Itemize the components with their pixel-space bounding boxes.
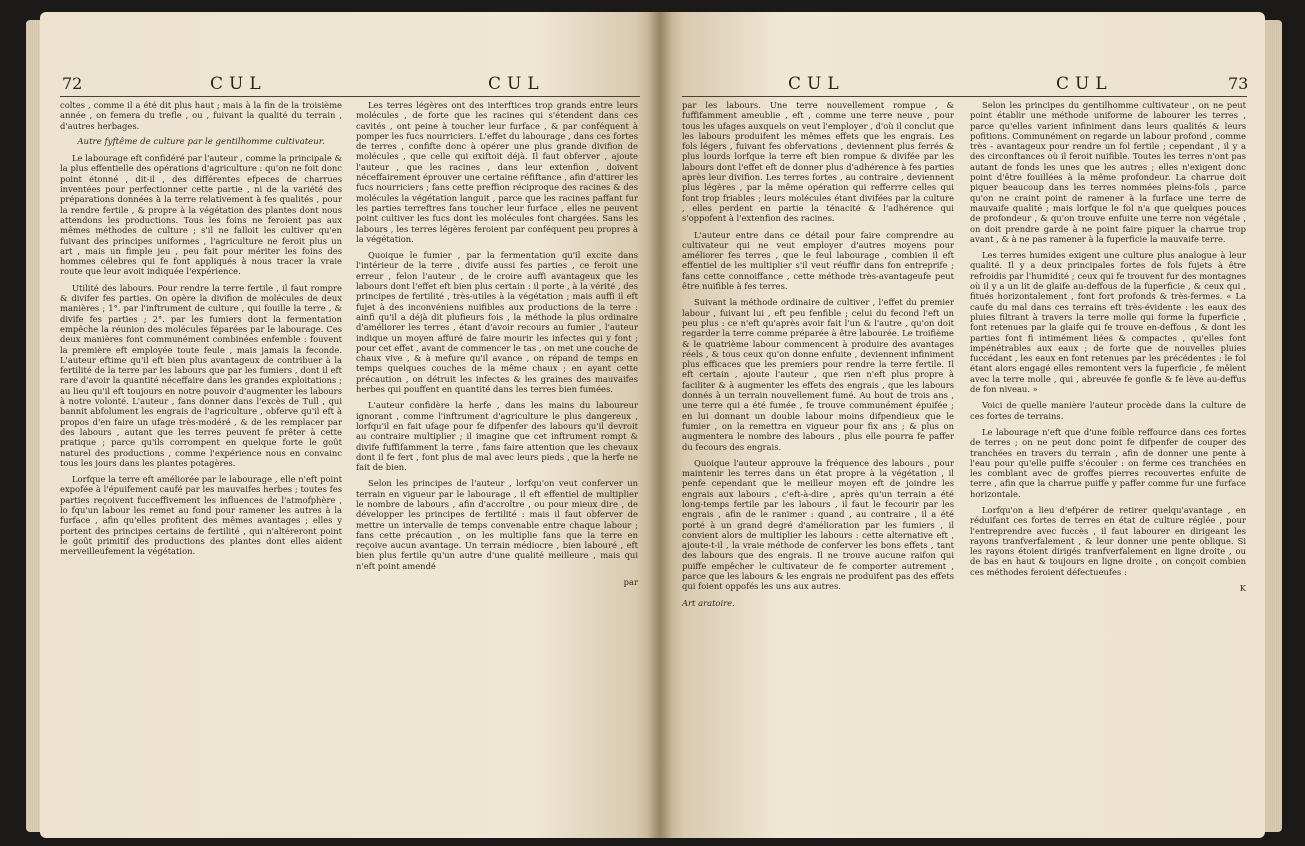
paragraph: Voici de quelle manière l'auteur procède dans la culture de ces fortes de terrains. bbox=[970, 400, 1246, 421]
page-edge-right bbox=[1262, 20, 1282, 832]
paragraph: Selon les principes de l'auteur , lorfqu'on veut conferver un terrain en vigueur par le labourage , il eft effentiel de multiplier le nombre de labours , afin d'accroître , ou pour mieux dire , de développer les principes de fertilité : mais il faut obferver de mettre un intervalle de temps convenable entre chaque labour ; fans cette précaution , on les multiplie fans que la terre en reçoive aucun avantage. Un terrain médiocre , bien labouré , eft bien plus fertile qu'un autre d'une qualité meilleure , mais qui n'eft point amendé bbox=[356, 478, 638, 571]
section-heading: Autre fyftême de culture par le gentilhomme cultivateur. bbox=[77, 136, 325, 147]
right-page bbox=[660, 12, 1265, 838]
paragraph: Quoique le fumier , par la fermentation qu'il excite dans l'intérieur de la terre , divife aussi fes parties , ce feroit une erreur , felon l'auteur , de le croire auffi avantageux que les labours dont l'effet eft bien plus certain : il porte , à la vérité , des principes de fertilité , très-utiles à la végétation ; mais auffi il eft fujet à des inconvéniens nuifibles aux productions de la terre : ainfi qu'il a déjà dit plufieurs fois , la méthode la plus ordinaire d'améliorer les terres , étant d'avoir recours au fumier , l'auteur indique un moyen affuré de faire mourir les infectes qui y font ; pour cet effet , avant de commencer le tas , on met une couche de chaux vive , & à mefure qu'il avance , on répand de temps en temps quelques couches de la même chaux ; en ayant cette précaution , on détruit les infectes & les graines des mauvaifes herbes qui pouffent en quantité dans les terres bien fumées. bbox=[356, 250, 638, 395]
paragraph: Utilité des labours. Pour rendre la terre fertile , il faut rompre & divifer fes parties. On opère la divifion de molécules de deux manières ; 1°. par l'inftrument de culture , qui fouille la terre , & divife fes parties ; 2°. par les fumiers dont la fermentation empêche la réunion des molécules féparées par le labourage. Ces deux manières font communément combinées enfemble : fouvent la première eft employée toute feule , mais jamais la feconde. L'auteur eftime qu'il eft bien plus avantageux de contribuer à la fertilité de la terre par les labours que par les fumiers , dont il eft rare d'avoir la quantité néceffaire dans les grandes exploitations ; au lieu qu'il eft toujours en notre pouvoir d'augmenter les labours à notre volonté. L'auteur , fans donner dans l'excès de Tull , qui bannit abfolument les engrais de l'agriculture , obferve qu'il eft à propos d'en faire un ufage très-modéré , & de les remplacer par des labours , autant que les terres peuvent fe prêter à cette pratique ; parce qu'ils corrompent en quelque forte le goût naturel des productions , comme l'expérience nous en convainc tous les jours dans les plantes potagères. bbox=[60, 282, 342, 468]
paragraph: Le labourage eft confidéré par l'auteur , comme la principale & la plus effentielle des opérations d'agriculture : qu'on ne foit donc point étonné , dit-il , des différentes efpeces de charrues inventées pour perfectionner cette partie , ni de la variété des préparations données à la terre relativement à fes qualités , pour la rendre fertile , & propre à la végétation des plantes dont nous attendons les productions. Tous les foins ne feroient pas aux mêmes méthodes de culture ; s'il ne falloit les cultiver qu'en fuivant des principes uniformes , l'agriculture ne feroit plus un art , mais un fimple jeu , peu fait pour mériter les foins des hommes célebres qui fe font appliqués à nous tracer la vraie route que leur avoit indiquée l'expérience. bbox=[60, 153, 342, 277]
paragraph: Lorfque la terre eft améliorée par le labourage , elle n'eft point expofée à l'épuifement caufé par les mauvaifes herbes ; toutes fes parties reçoivent fucceffivement les influences de l'atmofphère , lo fqu'un labour les remet au fond pour ramener les autres à la furface , afin qu'elles profitent des mêmes avantages ; elles y portent des principes certains de fertilité , qui n'altéreront point le goût primitif des productions des plantes dont elles aident merveilleufement la végétation. bbox=[60, 474, 342, 557]
page-number-left: 72 bbox=[62, 74, 83, 93]
running-head-left-a: CUL bbox=[210, 74, 267, 94]
catchword-left: par bbox=[623, 577, 638, 588]
paragraph: L'auteur confidère la herfe , dans les mains du laboureur ignorant , comme l'inftrument d'agriculture le plus dangereux , lorfqu'il en fait ufage pour fe difpenfer des labours qu'il devroit au contraire multiplier ; il imagine que cet inftrument rompt & divife fuffifamment la terre , fans faire attention que les chevaux dont il fe fert , font plus de mal avec leurs pieds , que la herfe ne fait de bien. bbox=[356, 400, 638, 473]
paragraph: Les terres humides exigent une culture plus analogue à leur qualité. Il y a deux principales fortes de fols fujets à être refroidis par l'humidité ; ceux qui fe trouvent fur des montagnes où il y a un lit de glaife au-deffous de la fuperficie , & ceux qui , fitués horizontalement , font fort profonds & très-fermes. « La caufe du mal dans ces terrains eft très-évidente : les eaux des pluies filtrant à travers la terre molle qui forme la fuperficie , font retenues par la glaife qui fe trouve en-deffous , & dont les parties font fi intimément liées & compactes , qu'elles font impénétrables aux eaux ; de forte que de nouvelles pluies fuccédant , les eaux en font retenues par les précédentes : le fol étant alors engagé elles remontent vers la fuperficie , fe mêlent avec la terre molle , qui , abreuvée fe gonfle & fe lève au-deffus de fon niveau. » bbox=[970, 250, 1246, 395]
header-rule-right bbox=[682, 96, 1247, 97]
running-head-right-b: CUL bbox=[1056, 74, 1113, 94]
paragraph: coltes , comme il a été dit plus haut ; mais à la fin de la troisième année , on femera du trefle , ou , fuivant la qualité du terrain , d'autres herbages. bbox=[60, 100, 342, 131]
running-head-right-a: CUL bbox=[788, 74, 845, 94]
paragraph: Quoique l'auteur approuve la fréquence des labours , pour maintenir les terres dans un état propre à la végétation , il penfe cependant que le meilleur moyen eft de joindre les engrais aux labours , c'eft-à-dire , après qu'un terrain a été long-temps fertile par les labours , il faut le fecourir par les engrais , afin de le ranimer : quand , au contraire , il a été porté à un grand degré d'amélioration par les fumiers , il convient alors de multiplier les labours : cette alternative eft , ajoute-t-il , la vraie méthode de conferver les bons effets , tant des labours que des engrais. Il ne trouve aucune raifon qui puiffe empêcher le cultivateur de fe comporter autrement , parce que les labours & les engrais ne produifent pas des effets qui foient oppofés les uns aux autres. bbox=[682, 457, 954, 592]
right-column-1 bbox=[682, 100, 954, 614]
paragraph: Les terres légères ont des interftices trop grands entre leurs molécules , de forte que les racines qui s'étendent dans ces cavités , ont peine à toucher leur furface , & par conféquent à pomper les fucs nourriciers. L'effet du labourage , dans ces fortes de terres , confifte donc à opérer une plus grande divifion de molécules , que celle qui exiftoit déjà. Il faut obferver , ajoute l'auteur , que les racines , dans leur extenfion , doivent néceffairement éprouver une certaine réfiftance , afin d'attirer les fucs nourriciers ; fans cette preffion réciproque des racines & des molécules la végétation languit , parce que les racines paffant fur les parties terreftres fans toucher leur furface , elles ne peuvent point cultiver les fucs dont les molécules font chargées. Sans les labours , les terres légères feroient par conféquent peu propres à la végétation. bbox=[356, 100, 638, 244]
header-rule-left bbox=[60, 96, 640, 97]
paragraph: Suivant la méthode ordinaire de cultiver , l'effet du premier labour , fuivant lui , eft peu fenfible ; celui du fecond l'eft un peu plus : ce n'eft qu'après avoir fait l'un & l'autre , qu'on doit regarder la terre comme préparée à être labourée. Le troifième & le quatrième labour commencent à produire des avantages réels , & tous ceux qu'on donne enfuite , deviennent infiniment plus efficaces que les premiers pour rendre la terre fertile. Il eft certain , ajoute l'auteur , que rien n'eft plus propre à faciliter & à augmenter les effets des engrais , que les labours donnés à un terrain nouvellement fumé. Au bout de trois ans , une terre qui a été fumée , fe trouve communément épuifée ; en lui donnant un double labour moins difpendieux que le fumier , on la remettra en vigueur pour fix ans ; & plus on augmentera le nombre des labours , plus elle pourra fe paffer du fecours des engrais. bbox=[682, 297, 954, 452]
section-reference: Art aratoire. bbox=[682, 597, 735, 608]
book-gutter bbox=[648, 12, 672, 838]
signature-mark: K bbox=[1239, 583, 1246, 594]
page-number-right: 73 bbox=[1228, 74, 1249, 93]
paragraph: L'auteur entre dans ce détail pour faire comprendre au cultivateur qui ne veut employer d'autres moyens pour améliorer fes terres , que le feul labourage , combien il eft effentiel de les multiplier s'il veut réuffir dans fon entreprife ; fans cette connoiffance , cette méthode très-avantageufe peut être nuifible à fes terres. bbox=[682, 229, 954, 292]
right-column-2 bbox=[970, 100, 1246, 593]
left-column-1 bbox=[60, 100, 342, 562]
left-page bbox=[40, 12, 660, 838]
paragraph: Le labourage n'eft que d'une foible reffource dans ces fortes de terres ; on ne peut donc point fe difpenfer de couper des tranchées en travers du terrain , afin de donner une pente à l'eau pour qu'elle puiffe s'écouler : on ferme ces tranchées en les comblant avec de groffes pierres recouvertes enfuite de terre , afin que la charrue puiffe y paffer comme fur une furface horizontale. bbox=[970, 426, 1246, 499]
paragraph: par les labours. Une terre nouvellement rompue , & fuffifamment ameublie , eft , comme une terre neuve , pour tous les ufages auxquels on veut l'employer , d'où il conclut que les labours produifent les mêmes effets que les engrais. Les fols légers , fuivant fes obfervations , deviennent plus ferrés & plus lourds lorfque la terre eft bien rompue & divifée par les labours dont l'effet eft de donner plus d'adhérence à fes parties après leur divifion. Les terres fortes , au contraire , deviennent plus légères , par la même opération qui refferrre celles qui font trop friables ; leurs molécules étant divifées par la culture , elles perdent en partie la ténacité & l'adhérence qui s'oppofent à l'extenfion des racines. bbox=[682, 100, 954, 224]
paragraph: Selon les principes du gentilhomme cultivateur , on ne peut point établir une méthode uniforme de labourer les terres , parce qu'elles varient infiniment dans leurs qualités & leurs pofitions. Communément on regarde un labour profond , comme très - avantageux pour rendre un fol fertile ; cependant , il y a des circonftances où il feroit nuifible. Toutes les terres n'ont pas autant de fonds les unes que les autres ; elles n'exigent donc point d'être fouillées à la même profondeur. La charrue doit piquer beaucoup dans les terres nommées pleins-fols , parce qu'on ne craint point de ramener à la furface une terre de mauvaife qualité ; mais lorfque le fol n'a que quelques pouces de profondeur , & qu'on trouve enfuite une terre non végétale , on doit prendre garde à ne point faire piquer la charrue trop avant , & à ne pas ramener à la fuperficie la mauvaife terre. bbox=[970, 100, 1246, 244]
left-column-2 bbox=[356, 100, 638, 587]
paragraph: Lorfqu'on a lieu d'efpérer de retirer quelqu'avantage , en réduifant ces fortes de terres en état de culture réglée , pour l'entreprendre avec fuccès , il faut labourer en dirigeant les rayons tranfverfalement , & leur donner une pente oblique. Si les rayons étoient dirigés tranfverfalement en ligne droite , ou de bas en haut & toujours en ligne droite , on conçoit combien ces méthodes feroient défectueufes : bbox=[970, 504, 1246, 577]
running-head-left-b: CUL bbox=[488, 74, 545, 94]
